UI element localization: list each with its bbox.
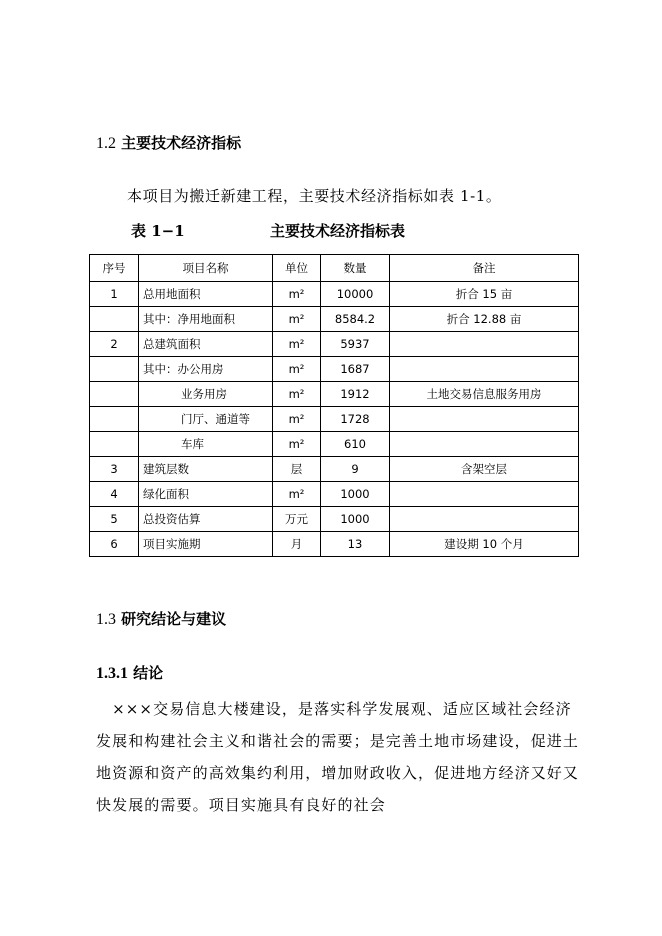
cell-no: 5 xyxy=(90,507,139,532)
tech-economic-table xyxy=(89,254,579,557)
table-row xyxy=(90,357,579,382)
cell-no xyxy=(90,307,139,332)
cell-unit: 万元 xyxy=(273,507,321,532)
cell-qty: 1687 xyxy=(321,357,390,382)
cell-qty: 9 xyxy=(321,457,390,482)
cell-name: 其中：办公用房 xyxy=(139,357,273,382)
table-row xyxy=(90,382,579,407)
cell-name: 车库 xyxy=(139,432,273,457)
cell-note xyxy=(390,332,579,357)
cell-note: 折合 12.88 亩 xyxy=(390,307,579,332)
cell-no xyxy=(90,407,139,432)
table-row xyxy=(90,432,579,457)
table-caption-title: 主要技术经济指标表 xyxy=(270,222,406,240)
cell-name: 总用地面积 xyxy=(139,282,273,307)
table-header-row xyxy=(90,255,579,282)
table-row xyxy=(90,407,579,432)
cell-note: 土地交易信息服务用房 xyxy=(390,382,579,407)
cell-note: 含架空层 xyxy=(390,457,579,482)
cell-note: 折合 15 亩 xyxy=(390,282,579,307)
cell-unit: m² xyxy=(273,332,321,357)
section-number: 1.3 xyxy=(96,611,116,628)
cell-name: 绿化面积 xyxy=(139,482,273,507)
cell-unit: m² xyxy=(273,482,321,507)
section-title: 研究结论与建议 xyxy=(121,610,227,628)
cell-name: 项目实施期 xyxy=(139,532,273,557)
cell-unit: m² xyxy=(273,357,321,382)
section-heading-1-2 xyxy=(96,133,241,154)
table-row xyxy=(90,482,579,507)
cell-qty: 610 xyxy=(321,432,390,457)
cell-unit: 层 xyxy=(273,457,321,482)
header-name: 项目名称 xyxy=(139,255,273,282)
cell-note xyxy=(390,482,579,507)
cell-name: 其中：净用地面积 xyxy=(139,307,273,332)
cell-unit: m² xyxy=(273,282,321,307)
cell-note xyxy=(390,507,579,532)
cell-name: 业务用房 xyxy=(139,382,273,407)
table-row xyxy=(90,307,579,332)
cell-name: 总投资估算 xyxy=(139,507,273,532)
cell-qty: 5937 xyxy=(321,332,390,357)
cell-no: 1 xyxy=(90,282,139,307)
cell-no xyxy=(90,382,139,407)
header-unit: 单位 xyxy=(273,255,321,282)
cell-qty: 1000 xyxy=(321,482,390,507)
cell-note: 建设期 10 个月 xyxy=(390,532,579,557)
cell-qty: 1728 xyxy=(321,407,390,432)
cell-no xyxy=(90,432,139,457)
table-row xyxy=(90,457,579,482)
cell-qty: 13 xyxy=(321,532,390,557)
cell-no: 6 xyxy=(90,532,139,557)
conclusion-paragraph: ×××交易信息大楼建设，是落实科学发展观、适应区域社会经济发展和构建社会主义和谐社会的需要；是完善土地市场建设，促进土地资源和资产的高效集约利用，增加财政收入，促进地方经济又好又快发展的需要。项目实施具有良好的社会 xyxy=(96,700,580,814)
intro-paragraph: 本项目为搬迁新建工程，主要技术经济指标如表 1-1。 xyxy=(127,187,502,205)
cell-qty: 10000 xyxy=(321,282,390,307)
table-row xyxy=(90,507,579,532)
cell-no xyxy=(90,357,139,382)
section-number: 1.3.1 xyxy=(96,665,128,682)
cell-name: 门厅、通道等 xyxy=(139,407,273,432)
header-no: 序号 xyxy=(90,255,139,282)
header-note: 备注 xyxy=(390,255,579,282)
section-heading-1-3-1 xyxy=(96,663,163,684)
cell-unit: m² xyxy=(273,382,321,407)
cell-unit: m² xyxy=(273,307,321,332)
cell-name: 总建筑面积 xyxy=(139,332,273,357)
cell-no: 4 xyxy=(90,482,139,507)
cell-unit: m² xyxy=(273,407,321,432)
cell-qty: 1912 xyxy=(321,382,390,407)
cell-name: 建筑层数 xyxy=(139,457,273,482)
cell-note xyxy=(390,407,579,432)
table-row xyxy=(90,532,579,557)
section-heading-1-3 xyxy=(96,609,226,630)
cell-no: 3 xyxy=(90,457,139,482)
table-caption-label: 表 1−1 xyxy=(131,222,185,240)
section-title: 结论 xyxy=(133,664,164,682)
cell-unit: 月 xyxy=(273,532,321,557)
table-row xyxy=(90,332,579,357)
cell-qty: 1000 xyxy=(321,507,390,532)
header-qty: 数量 xyxy=(321,255,390,282)
table-row xyxy=(90,282,579,307)
section-title: 主要技术经济指标 xyxy=(121,134,242,152)
cell-unit: m² xyxy=(273,432,321,457)
cell-note xyxy=(390,357,579,382)
cell-qty: 8584.2 xyxy=(321,307,390,332)
section-number: 1.2 xyxy=(96,135,116,152)
cell-no: 2 xyxy=(90,332,139,357)
cell-note xyxy=(390,432,579,457)
